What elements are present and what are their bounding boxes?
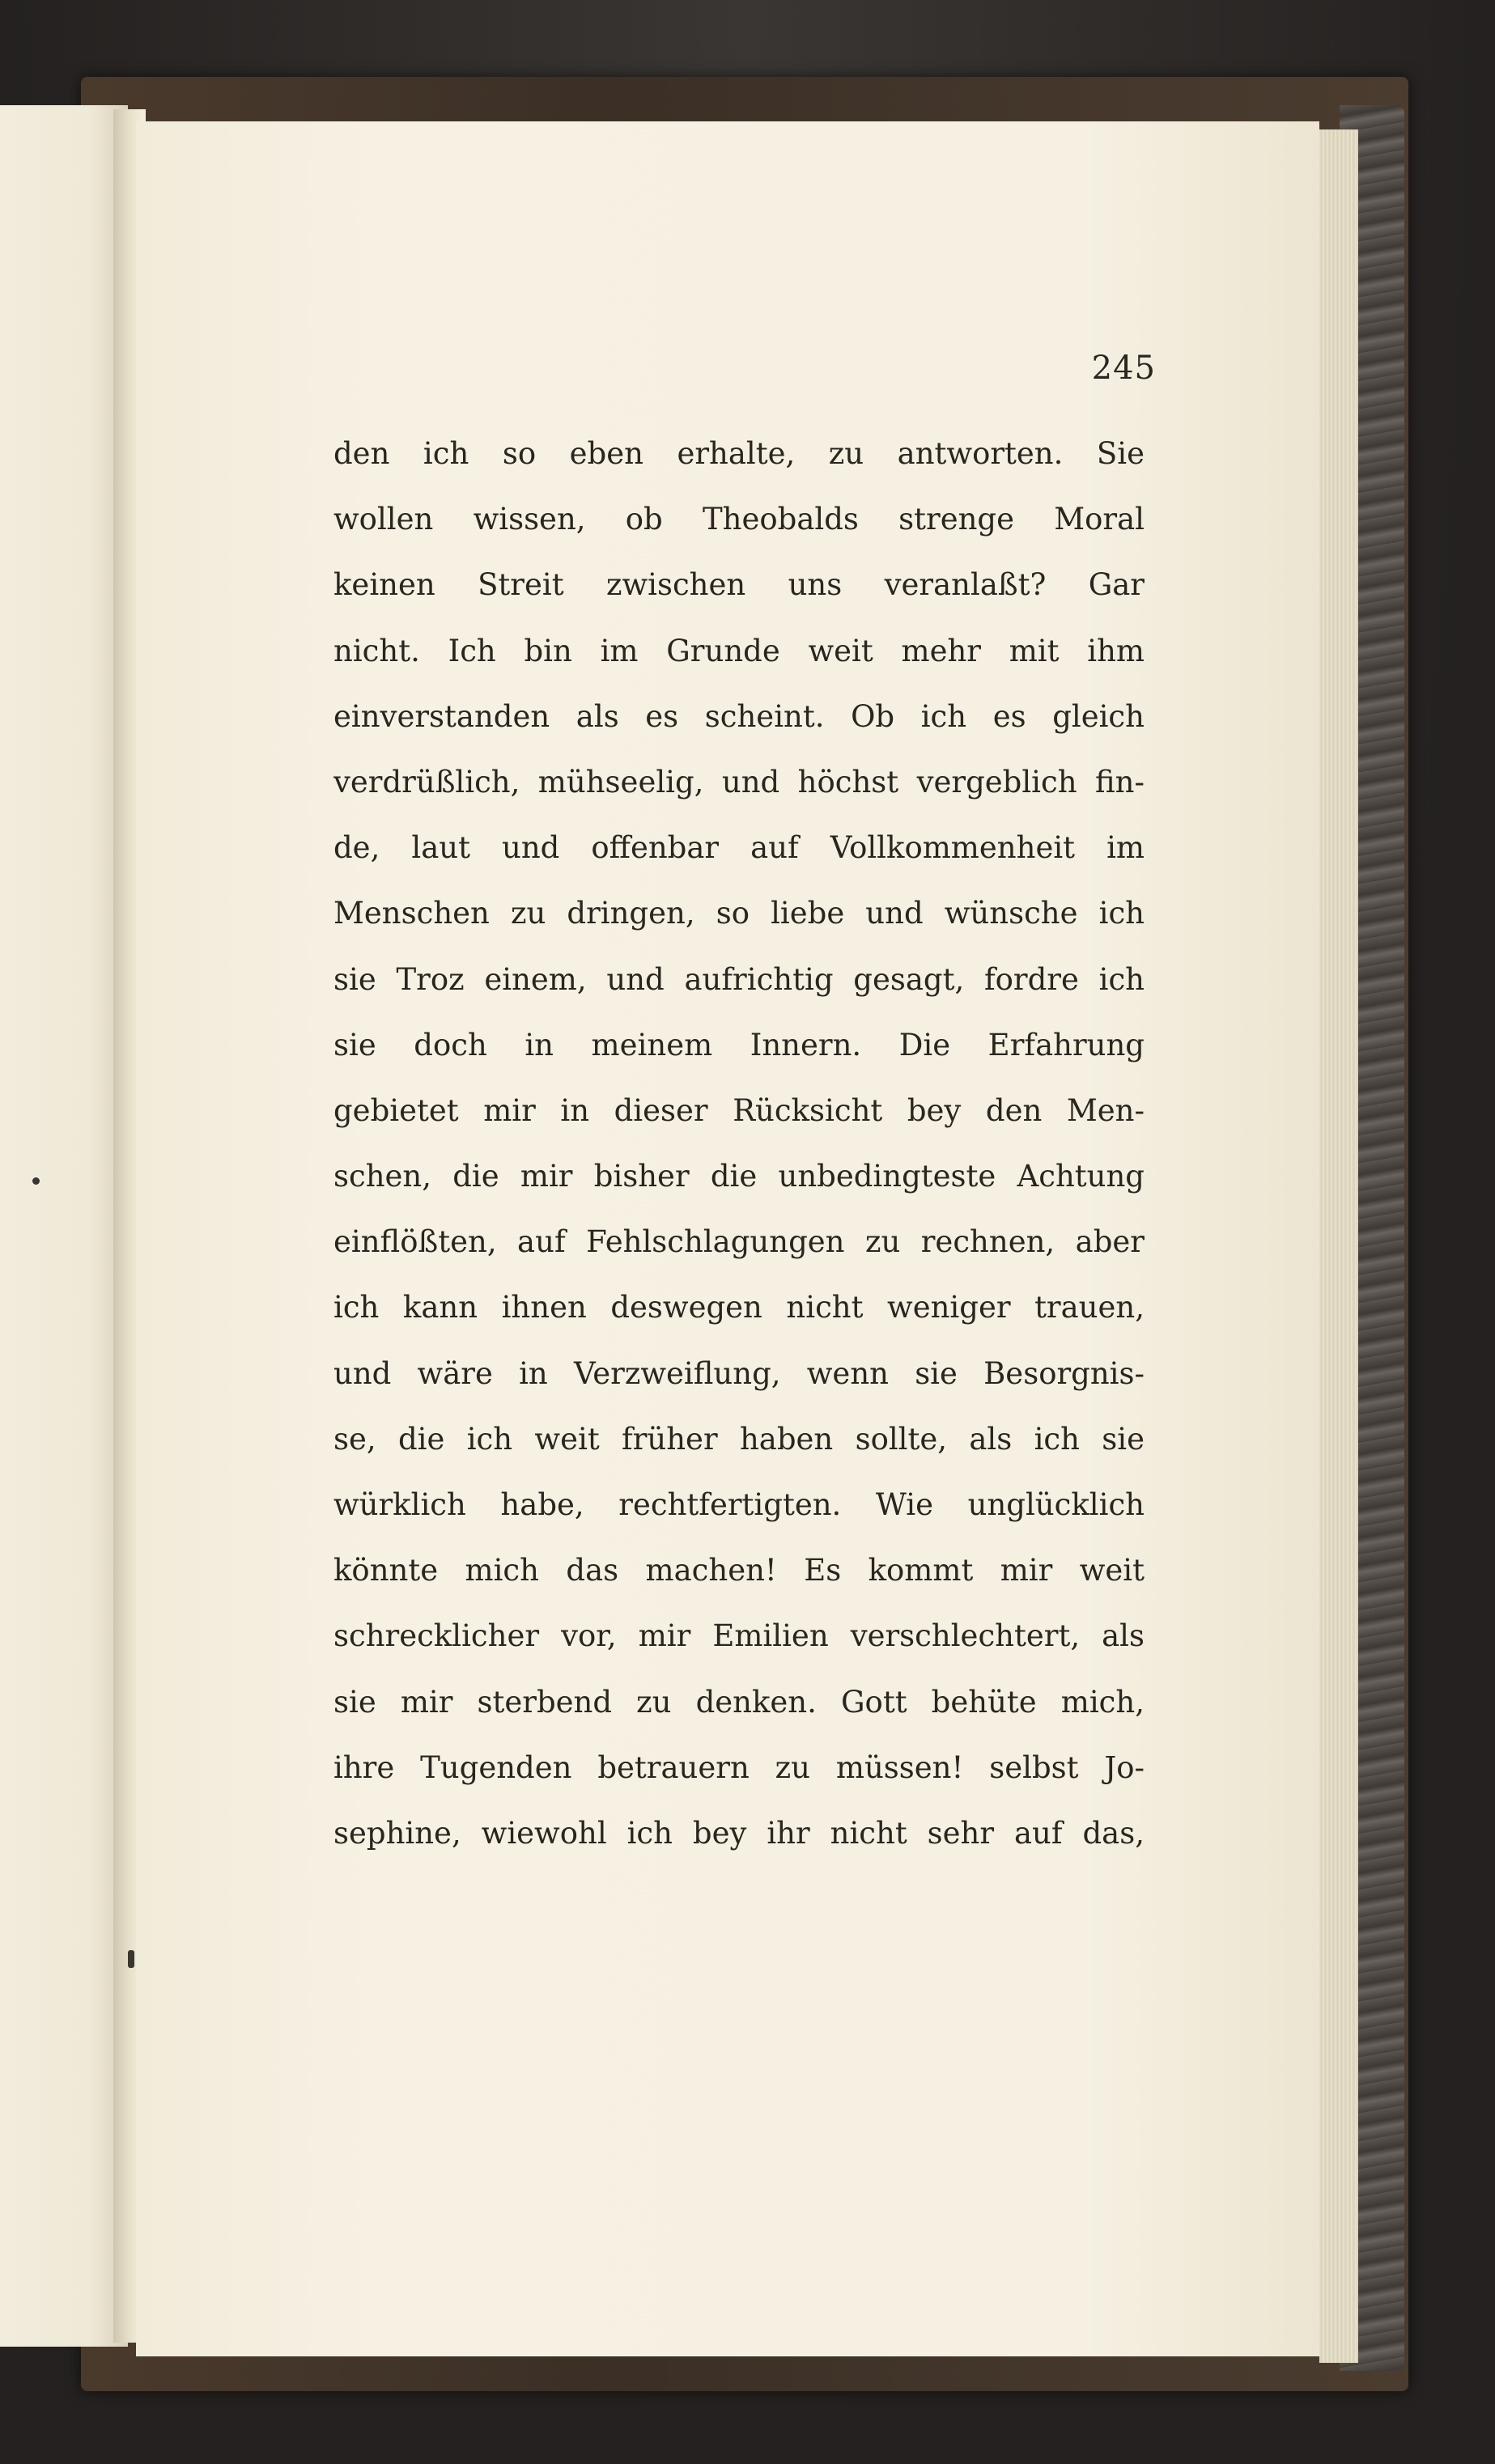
text-line: gebietet mir in dieser Rücksicht bey den Men- <box>333 1092 1145 1128</box>
page-number: 245 <box>1091 350 1156 387</box>
text-line: und wäre in Verzweiflung, wenn sie Besorgnis- <box>333 1355 1145 1391</box>
text-line: schrecklicher vor, mir Emilien verschlechtert, als <box>333 1618 1145 1654</box>
text-line: Menschen zu dringen, so liebe und wünsche ich <box>333 896 1145 931</box>
text-line: einverstanden als es scheint. Ob ich es gleich <box>333 698 1145 734</box>
text-line: einflößten, auf Fehlschlagungen zu rechnen, aber <box>333 1224 1145 1260</box>
left-page-sliver <box>0 105 128 2347</box>
text-line: würklich habe, rechtfertigten. Wie unglücklich <box>333 1487 1145 1522</box>
text-line: sie doch in meinem Innern. Die Erfahrung <box>333 1027 1145 1062</box>
text-line: könnte mich das machen! Es kommt mir weit <box>333 1553 1145 1588</box>
page-stack-edge <box>1319 129 1358 2363</box>
text-line: de, laut und offenbar auf Vollkommenheit im <box>333 830 1145 866</box>
text-line: den ich so eben erhalte, zu antworten. Sie <box>333 436 1145 471</box>
text-line: sephine, wiewohl ich bey ihr nicht sehr auf das, <box>333 1815 1145 1851</box>
text-line: wollen wissen, ob Theobalds strenge Moral <box>333 502 1145 537</box>
text-line: keinen Streit zwischen uns veranlaßt? Gar <box>333 567 1145 603</box>
text-line: verdrüßlich, mühseelig, und höchst vergeblich fin- <box>333 764 1145 799</box>
text-line: schen, die mir bisher die unbedingteste Achtung <box>333 1159 1145 1194</box>
ink-speck <box>128 1950 134 1968</box>
text-line: ich kann ihnen deswegen nicht weniger trauen, <box>333 1290 1145 1325</box>
text-line: sie mir sterbend zu denken. Gott behüte mich, <box>333 1684 1145 1720</box>
text-line: ihre Tugenden betrauern zu müssen! selbst Jo- <box>333 1749 1145 1785</box>
text-line: sie Troz einem, und aufrichtig gesagt, fordre ich <box>333 961 1145 997</box>
text-line: nicht. Ich bin im Grunde weit mehr mit ihm <box>333 633 1145 668</box>
page-text <box>333 421 1145 1866</box>
text-line: se, die ich weit früher haben sollte, als ich sie <box>333 1421 1145 1457</box>
ink-speck <box>32 1177 40 1185</box>
